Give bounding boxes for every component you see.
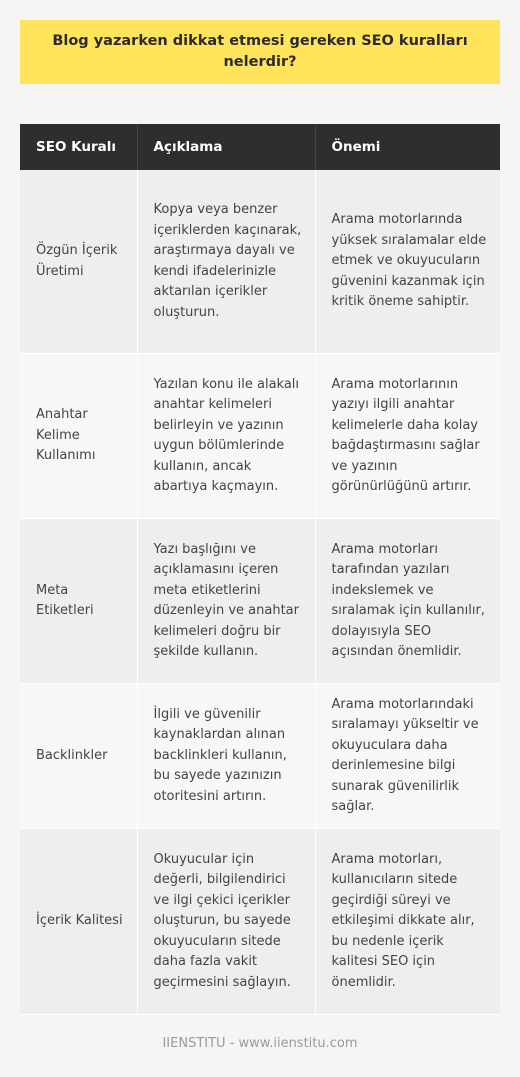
importance-cell: Arama motorlarının yazıyı ilgili anahtar kelimelerle daha kolay bağdaştırmasını sağlar ve yazının görünürlüğünü artırır. [315, 354, 500, 519]
description-cell: Yazılan konu ile alakalı anahtar kelimeleri belirleyin ve yazının uygun bölümlerinde kullanın, ancak abartıya kaçmayın. [137, 354, 315, 519]
description-cell: Yazı başlığını ve açıklamasını içeren meta etiketlerini düzenleyin ve anahtar kelimeleri doğru bir şekilde kullanın. [137, 519, 315, 684]
description-cell: Okuyucular için değerli, bilgilendirici ve ilgi çekici içerikler oluşturun, bu sayede okuyucuların sitede daha fazla vakit geçirmesini sağlayın. [137, 829, 315, 1015]
footer-credit: IIENSTITU - www.iienstitu.com [162, 1036, 358, 1051]
column-header-importance: Önemi [315, 124, 500, 170]
table-row [20, 354, 500, 519]
column-header-rule: SEO Kuralı [20, 124, 137, 170]
rule-cell: İçerik Kalitesi [20, 829, 137, 1015]
importance-cell: Arama motorları, kullanıcıların sitede geçirdiği süreyi ve etkileşimi dikkate alır, bu nedenle içerik kalitesi SEO için önemlidir. [315, 829, 500, 1015]
table-row [20, 829, 500, 1015]
description-cell: Kopya veya benzer içeriklerden kaçınarak, araştırmaya dayalı ve kendi ifadelerinizle aktarılan içerikler oluşturun. [137, 170, 315, 354]
rule-cell: Meta Etiketleri [20, 519, 137, 684]
column-header-description: Açıklama [137, 124, 315, 170]
title-banner [20, 20, 500, 84]
table-row [20, 684, 500, 829]
description-cell: İlgili ve güvenilir kaynaklardan alınan backlinkleri kullanın, bu sayede yazınızın otoritesini artırın. [137, 684, 315, 829]
importance-cell: Arama motorlarında yüksek sıralamalar elde etmek ve okuyucuların güvenini kazanmak için kritik öneme sahiptir. [315, 170, 500, 354]
table-header-row [20, 124, 500, 170]
page-title: Blog yazarken dikkat etmesi gereken SEO kuralları nelerdir? [52, 33, 468, 70]
importance-cell: Arama motorlarındaki sıralamayı yükseltir ve okuyuculara daha derinlemesine bilgi sunarak güvenilirlik sağlar. [315, 684, 500, 829]
rule-cell: Anahtar Kelime Kullanımı [20, 354, 137, 519]
table-row [20, 519, 500, 684]
importance-cell: Arama motorları tarafından yazıları indekslemek ve sıralamak için kullanılır, dolayısıyla SEO açısından önemlidir. [315, 519, 500, 684]
seo-rules-table [20, 124, 500, 1015]
table-row [20, 170, 500, 354]
rule-cell: Backlinkler [20, 684, 137, 829]
rule-cell: Özgün İçerik Üretimi [20, 170, 137, 354]
